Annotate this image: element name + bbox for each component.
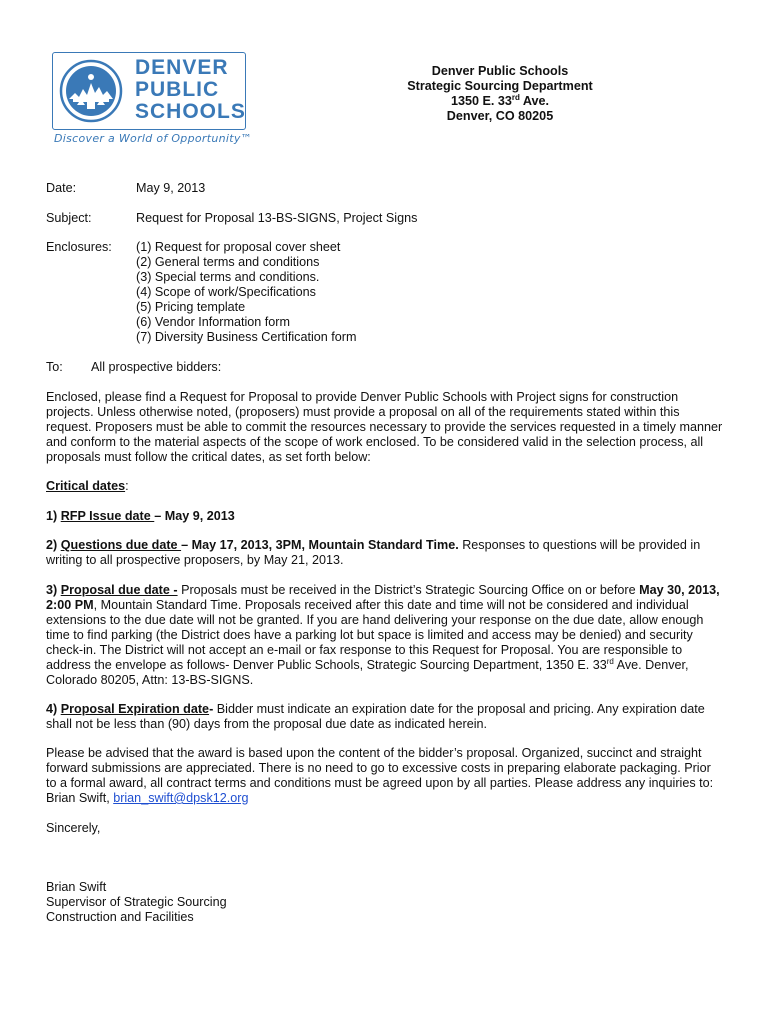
item-proposal-expiration-date: 4) Proposal Expiration date- Bidder must indicate an expiration date for the proposal and pricing. Any expiration date shall not be less than (90) days from the proposal due date as indicated herein. [46,702,705,731]
org-name: Denver Public Schools [431,64,569,78]
award-paragraph: Please be advised that the award is based upon the content of the bidder’s proposal. Organized, succinct and straight forward submissions are appreciated. There is no need to go to excessive costs in preparing elaborate packaging. Prior to a formal award, all contract terms and conditions must be agreed upon by all parties. Please address any inquiries to: Brian Swift, brian_swift@dpsk12.org [46,746,714,805]
to-label: To: [46,360,63,374]
item-rfp-issue-date: 1) RFP Issue date – May 9, 2013 [46,509,235,523]
org-department: Strategic Sourcing Department [407,79,593,93]
logo-word: SCHOOLS [135,100,246,123]
enclosures-list [136,240,356,345]
item-proposal-due-date: 3) Proposal due date - Proposals must be received in the District’s Strategic Sourcing Office on or before May 30, 2013, 2:00 PM, Mountain Standard Time. Proposals received after this date and time will not be considered and individual extensions to the due date will not be granted. If you are hand delivering your response on the due date, allow enough time to find parking (the District does have a parking lot but space is limited and access may be denied) and security check-in. The District will not accept an e-mail or fax response to this Request for Proposal. You are responsible to address the envelope as follows- Denver Public Schools, Strategic Sourcing Department, 1350 E. 33rd Ave. Denver, Colorado 80205, Attn: 13-BS-SIGNS. [46,583,720,687]
item-questions-due-date: 2) Questions due date – May 17, 2013, 3PM, Mountain Standard Time. Responses to questions will be provided in writing to all prospective proposers, by May 21, 2013. [46,538,701,567]
letterhead-address [360,64,640,124]
org-city: Denver, CO 80205 [446,109,554,123]
org-street: 1350 E. 33rd Ave. [450,93,550,108]
logo-frame [52,52,246,130]
signer-title: Supervisor of Strategic Sourcing [46,895,227,909]
logo-word: DENVER [135,56,229,79]
critical-dates-heading: Critical dates: [46,479,129,493]
enclosure-item: (3) Special terms and conditions. [136,270,320,284]
enclosure-item: (5) Pricing template [136,300,246,314]
subject-value: Request for Proposal 13-BS-SIGNS, Project Signs [136,211,418,225]
skyline-emblem-icon [59,59,123,123]
logo-word: PUBLIC [135,78,220,101]
signer-name: Brian Swift [46,880,107,894]
contact-email-link[interactable]: brian_swift@dpsk12.org [113,791,249,805]
enclosure-item: (6) Vendor Information form [136,315,290,329]
enclosure-item: (7) Diversity Business Certification form [136,330,357,344]
signer-department: Construction and Facilities [46,910,194,924]
subject-label: Subject: [46,211,92,225]
date-label: Date: [46,181,77,195]
date-value: May 9, 2013 [136,181,206,195]
intro-paragraph: Enclosed, please find a Request for Proposal to provide Denver Public Schools with Project signs for construction projects. Unless otherwise noted, (proposers) must provide a proposal on all of the requirements stated within this request. Proposers must be able to commit the resources necessary to provide the services requested in a timely manner and conform to the material aspects of the scope of work enclosed. To be considered valid in the selection process, all proposals must follow the critical dates, as set forth below: [46,390,723,464]
closing: Sincerely, [46,821,101,835]
logo-tagline: Discover a World of Opportunity™ [54,132,252,145]
to-value: All prospective bidders: [91,360,222,374]
enclosure-item: (4) Scope of work/Specifications [136,285,316,299]
signature-block [46,880,736,925]
dps-logo [52,52,252,152]
enclosure-item: (2) General terms and conditions [136,255,320,269]
logo-wordmark [135,57,245,123]
enclosure-item: (1) Request for proposal cover sheet [136,240,341,254]
enclosures-label: Enclosures: [46,240,112,254]
